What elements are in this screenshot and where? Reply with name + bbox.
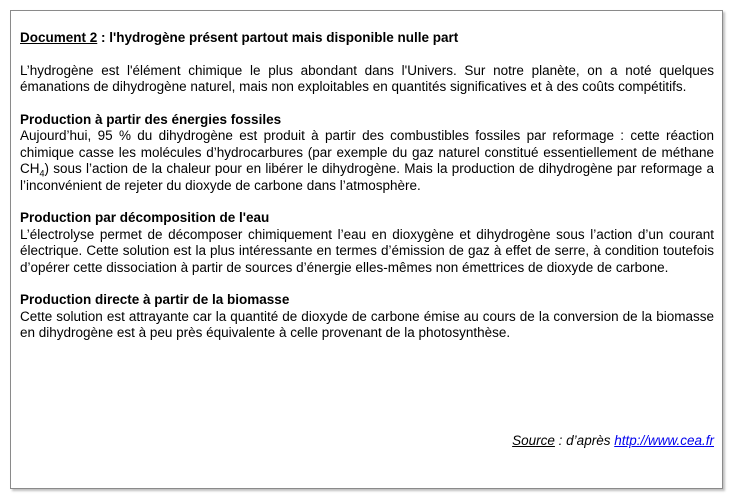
section-paragraph: Cette solution est attrayante car la quantité de dioxyde de carbone émise au cours de la conversion de la biomasse en dihydrogène est à peu près équivalente à celle provenant de la photosynthèse. <box>20 308 714 340</box>
section-fossil <box>20 112 714 195</box>
paragraph-text-before: Aujourd’hui, 95 % du dihydrogène est produit à partir des combustibles fossiles par reformage : cette réaction chimique casse les molécules d’hydrocarbures (par exemple du gaz naturel constitué essentiellement de méthane CH <box>20 128 714 176</box>
title-text: l'hydrogène présent partout mais disponible nulle part <box>109 30 459 45</box>
subscript-text: 4 <box>39 168 45 179</box>
document-title <box>20 30 714 47</box>
source-link[interactable]: http://www.cea.fr <box>614 433 714 448</box>
source-label: Source <box>512 433 555 448</box>
section-heading: Production directe à partir de la biomasse <box>20 292 290 307</box>
section-heading: Production par décomposition de l'eau <box>20 210 270 225</box>
source-line <box>512 433 714 449</box>
document-label: Document 2 <box>20 30 98 45</box>
section-heading: Production à partir des énergies fossiles <box>20 111 282 127</box>
section-paragraph <box>20 128 714 194</box>
section-paragraph: L’électrolyse permet de décomposer chimiquement l’eau en dioxygène et dihydrogène sous l’action d’un courant électrique. Cette solution est la plus intéressante en termes d’émission de gaz à effet de serre, à condition toutefois d’opérer cette dissociation à partir de sources d’énergie elles-mêmes non émettrices de dioxyde de carbone. <box>20 226 714 275</box>
intro-paragraph: L’hydrogène est l'élément chimique le plus abondant dans l'Univers. Sur notre planète, on a noté quelques émanations de dihydrogène naturel, mais non exploitables en quantités significatives et à des coûts compétitifs. <box>20 62 714 94</box>
document-content <box>20 30 714 342</box>
source-text: : d’après <box>554 433 615 448</box>
title-separator: : <box>97 30 110 45</box>
section-water <box>20 210 714 276</box>
paragraph-text-after: ) sous l’action de la chaleur pour en libérer le dihydrogène. Mais la production de dihydrogène par reformage a l’inconvénient de rejeter du dioxyde de carbone dans l’atmosphère. <box>20 161 714 193</box>
section-biomass <box>20 292 714 342</box>
document-frame <box>10 10 723 489</box>
